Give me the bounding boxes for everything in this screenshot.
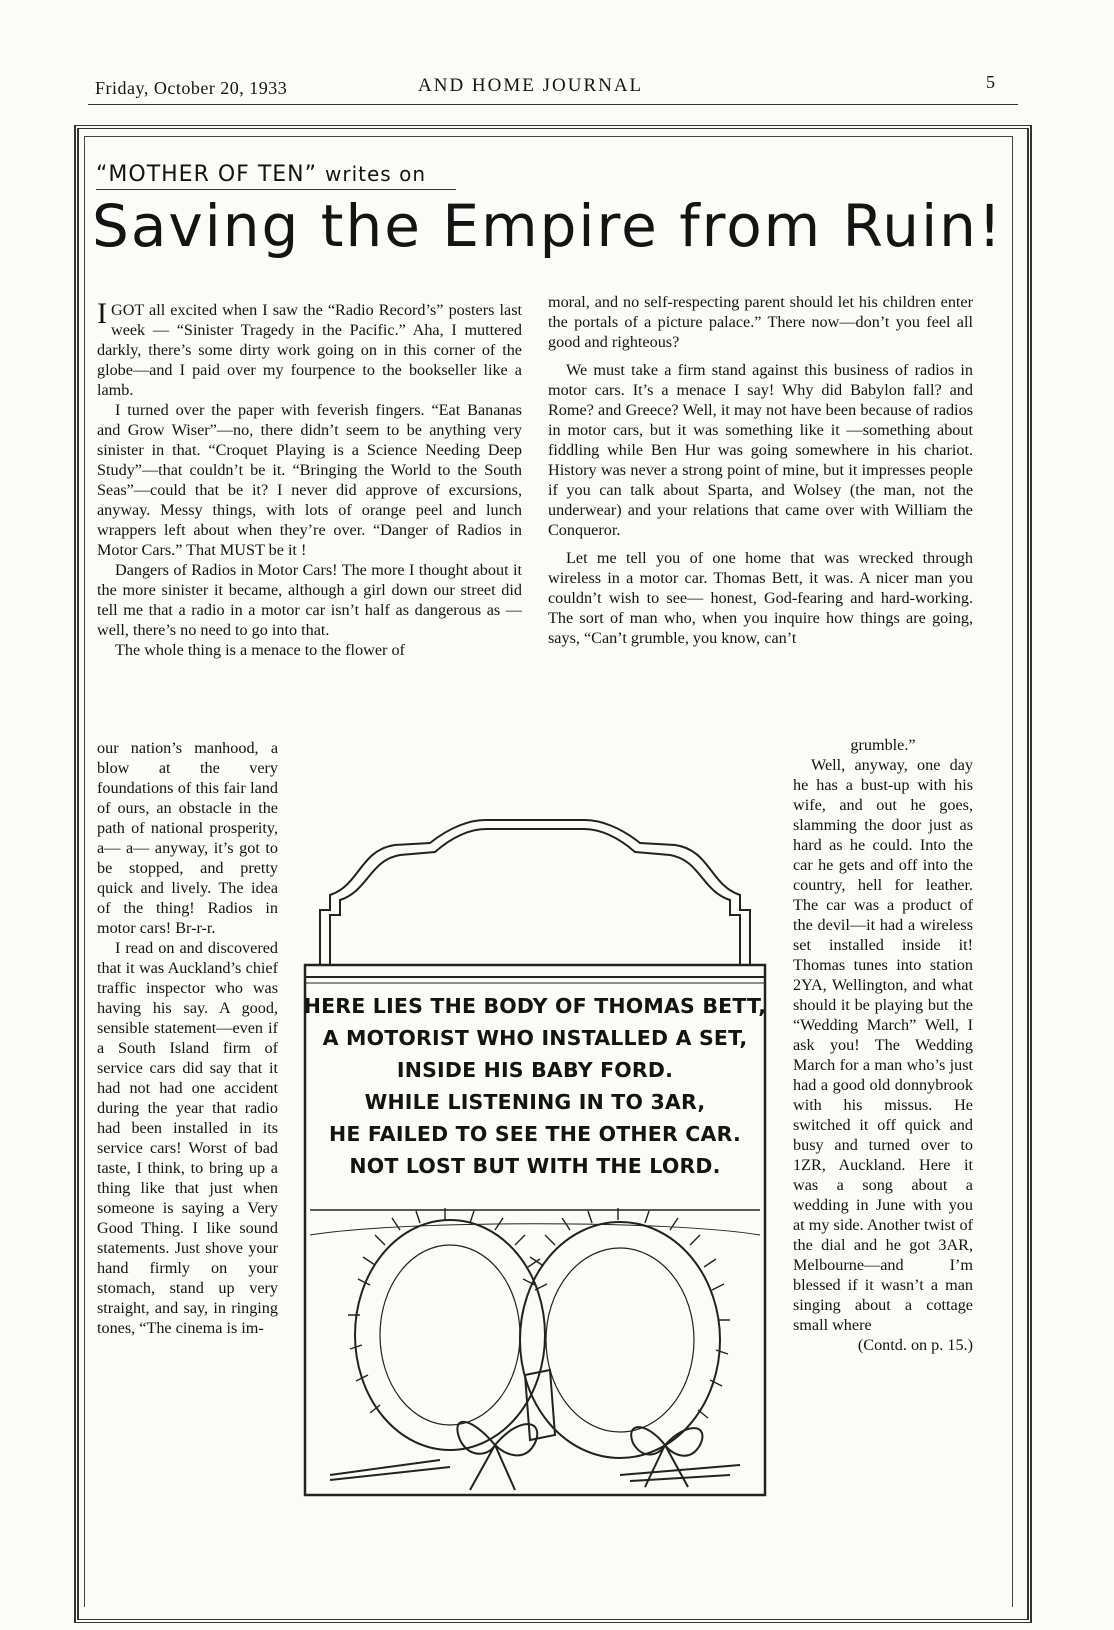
journal-title: AND HOME JOURNAL [418,75,644,96]
continued-note: (Contd. on p. 15.) [857,1336,973,1354]
paragraph: The whole thing is a menace to the flower of [115,641,405,659]
paragraph-text: GOT all excited when I saw the “Radio Record’s” posters last week — “Sinister Tragedy in the Pacific.” Aha, I muttered darkly, there’s some dirty work going on in this corner of the globe—and I paid over my fourpence to the bookseller like a lamb. [97,301,522,399]
column-right-top [548,292,973,648]
epitaph-line: A MOTORIST WHO INSTALLED A SET, [322,1026,748,1050]
headline: Saving the Empire from Ruin! [92,192,1004,260]
tombstone-outline [320,820,750,965]
page-number: 5 [986,72,995,92]
epitaph [300,990,770,1182]
paragraph: I turned over the paper with feverish fingers. “Eat Bananas and Grow Wiser”—no, there didn’t seem to be anything very sinister in that. “Croquet Playing is a Science Needing Deep Study”—that couldn’t be it. “Bringing the World to the South Seas”—could that be it? I never did approve of excursions, anyway. Messy things, with lots of orange peel and lunch wrappers left about when they’re over. “Danger of Radios in Motor Cars.” That MUST be it ! [97,401,522,559]
epitaph-line: INSIDE HIS BABY FORD. [396,1058,674,1082]
kicker-quote: “MOTHER OF TEN” [96,162,318,187]
epitaph-line: HERE LIES THE BODY OF THOMAS BETT, [303,994,767,1018]
column-left-narrow [97,738,278,1338]
epitaph-line: HE FAILED TO SEE THE OTHER CAR. [329,1122,741,1146]
page-header [0,0,1114,110]
paragraph: grumble.” [850,736,916,754]
paragraph: Dangers of Radios in Motor Cars! The more I thought about it the more sinister it became, although a girl down our street did tell me that a radio in a motor car isn’t half as dangerous as —well, there’s no need to go into that. [97,561,522,639]
kicker-rest: writes on [325,162,426,186]
paragraph: Well, anyway, one day he has a bust-up with his wife, and out he goes, slamming the door just as hard as he could. Into the car he gets and off into the country, hell for leather. The car was a product of the devil—it had a wireless set installed inside it! Thomas tunes into station 2YA, Wellington, and what should it be playing but the “Wedding March” Well, I ask you! The Wedding March for a man who’s just had a good old donnybrook with his missus. He switched it off quick and busy and turned over to 1ZR, Auckland. Here it was a song about a wedding in June with you at my side. Another twist of the dial and he got 3AR, Melbourne—and I’m blessed if it wasn’t a man singing about a cottage small where [793,756,973,1334]
wreath-right-icon [520,1208,730,1458]
ground-strokes [330,1460,740,1481]
epitaph-line: NOT LOST BUT WITH THE LORD. [349,1154,721,1178]
kicker [96,162,456,190]
paragraph: moral, and no self-respecting parent should let his children enter the portals of a picture palace.” There now—don’t you feel all good and righteous? [548,293,973,351]
column-left-top [97,297,522,660]
header-rule [88,104,1018,105]
paragraph: our nation’s manhood, a blow at the very foundations of this fair land of ours, an obstacle in the path of national prosperity, a— a— anyway, it’s got to be stopped, and pretty quick and lively. The idea of the thing! Radios in motor cars! Br-r-r. [97,739,278,937]
drop-cap: I [97,297,107,330]
epitaph-line: WHILE LISTENING IN TO 3AR, [364,1090,706,1114]
paragraph: Let me tell you of one home that was wrecked through wireless in a motor car. Thomas Bett, it was. A nicer man you couldn’t wish to see— honest, God-fearing and hard-working. The sort of man who, when you inquire how things are going, says, “Can’t grumble, you know, can’t [548,549,973,647]
paragraph [97,297,522,400]
wreath-left-icon [348,1208,547,1450]
tombstone-inner-outline [330,829,740,965]
paragraph: I read on and discovered that it was Auckland’s chief traffic inspector who was having his say. A good, sensible statement—even if a South Island firm of service cars did say that it had not had one accident during the year that radio had been installed in its service cars! Worst of bad taste, I think, to bring up a thing like that just when someone is saying a Very Good Thing. I like sound statements. Just shove your hand firmly on your stomach, stand up very straight, and say, in ringing tones, “The cinema is im- [97,939,278,1337]
paragraph: We must take a firm stand against this business of radios in motor cars. It’s a menace I say! Why did Babylon fall? and Rome? and Greece? Well, it may not have been because of radios in motor cars, but it was something like it —something about fiddling while Ben Hur was going somewhere in his chariot. History was never a strong point of mine, but it impresses people if you can talk about Sparta, and Wolsey (the man, not the underwear) and your relations that came over with William the Conqueror. [548,361,973,539]
column-right-narrow [793,735,973,1355]
issue-date: Friday, October 20, 1933 [95,78,288,98]
